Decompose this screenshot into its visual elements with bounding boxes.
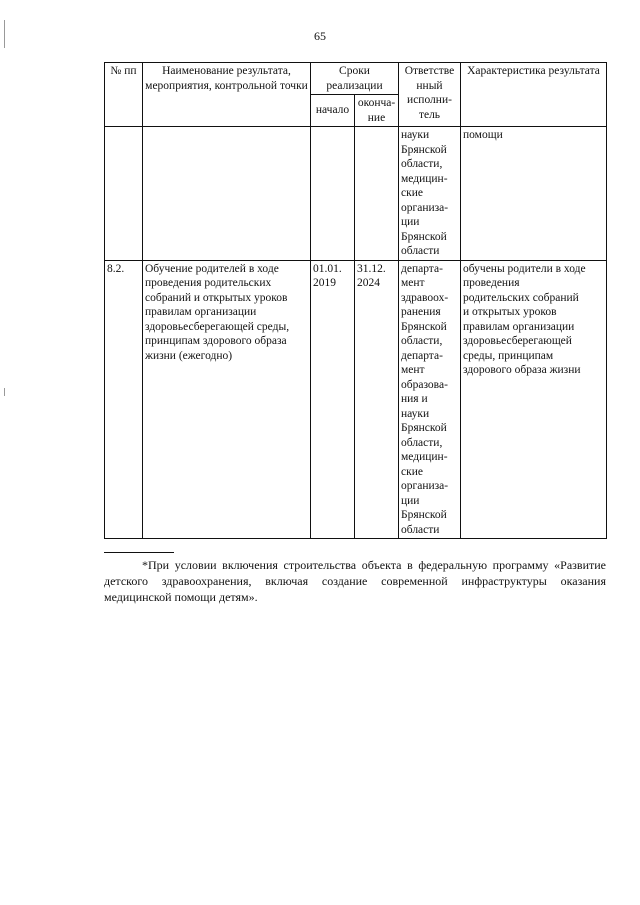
header-responsible: Ответстве нный исполни- тель	[399, 63, 461, 127]
table-row	[105, 127, 607, 261]
footnote: *При условии включения строительства объекта в федеральную программу «Развитие детского здравоохранения, включая создание современной инфраструктуры оказания медицинской помощи детям».	[104, 558, 606, 604]
table-row	[105, 260, 607, 539]
scan-margin-mark	[4, 388, 5, 396]
page-number: 65	[314, 29, 326, 43]
row-end: 31.12. 2024	[355, 260, 399, 539]
row-characteristic: обучены родители в ходе проведения родительских собраний и открытых уроков правилам организации здоровьесберегающей среды, принципам здорового образа жизни	[461, 260, 607, 539]
header-start: начало	[311, 95, 355, 127]
row-num: 8.2.	[105, 260, 143, 539]
plan-table	[104, 62, 607, 539]
continuation-responsible: науки Брянской области, медицин- ские организа- ции Брянской области	[399, 127, 461, 261]
continuation-characteristic: помощи	[461, 127, 607, 261]
footnote-divider	[104, 552, 174, 553]
header-end: оконча- ние	[355, 95, 399, 127]
header-name: Наименование результата, мероприятия, контрольной точки	[143, 63, 311, 127]
header-characteristic: Характеристика результата	[461, 63, 607, 127]
header-row	[105, 63, 607, 95]
row-name: Обучение родителей в ходе проведения родительских собраний и открытых уроков правилам организации здоровьесберегающей среды, принципам здорового образа жизни (ежегодно)	[143, 260, 311, 539]
header-terms: Сроки реализации	[311, 63, 399, 95]
header-num: № пп	[105, 63, 143, 127]
row-responsible: департа- мент здравоох- ранения Брянской области, департа- мент образова- ния и науки Брянской области, медицин- ские организа- ции Брянской области	[399, 260, 461, 539]
row-start: 01.01. 2019	[311, 260, 355, 539]
